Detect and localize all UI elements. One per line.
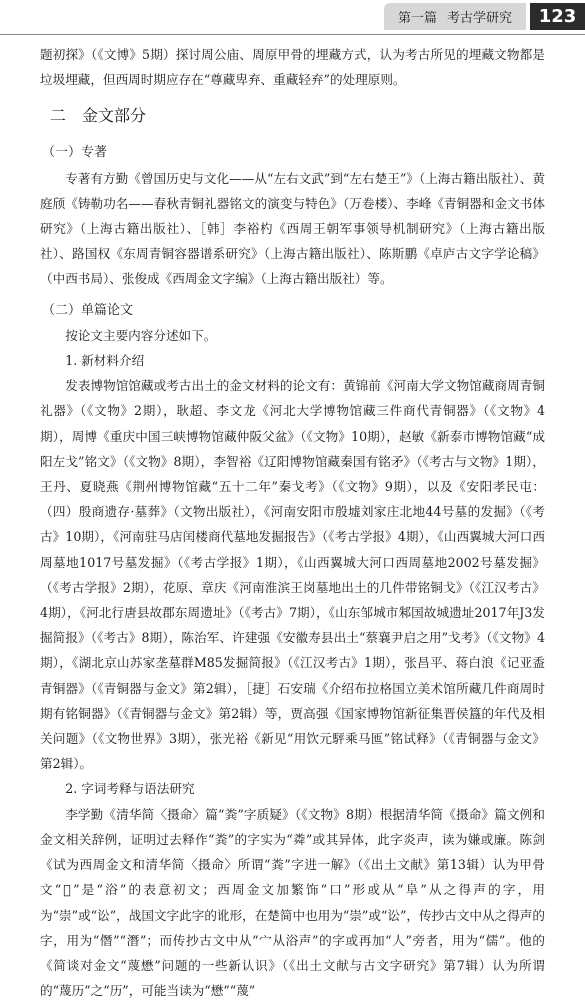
page-header	[0, 0, 585, 38]
monographs-paragraph: 专著有方勤《曾国历史与文化——从“左右文武”到“左右楚王”》（上海古籍出版社）、黄庭颀《铸勒功名——春秋青铜礼器铭文的演变与特色》（万卷楼）、李峰《青铜器和金文书体研究》（上海古籍出版社）、［韩］李裕杓《西周王朝军事领导机制研究》（上海古籍出版社）、路国权《东周青铜容器谱系研究》（上海古籍出版社）、陈斯鹏《卓庐古文字学论稿》（中西书局）、张俊成《西周金文字编》（上海古籍出版社）等。	[40, 170, 545, 287]
part-label: 第一篇	[397, 11, 437, 26]
running-header	[384, 3, 526, 30]
item-title-word-studies: 2. 字词考释与语法研究	[65, 781, 195, 797]
page-body	[40, 42, 545, 1003]
item-title-new-materials: 1. 新材料介绍	[65, 353, 145, 369]
word-studies-paragraph: 李学勤《清华简〈摄命〉篇“粪”字质疑》（《文物》8期）根据清华简《摄命》篇文例和金文相关辞例，证明过去释作“粪”的字实为“粦”或其异体，此字炎声，读为嫌或廉。陈剑《试为西周金文和清华简〈摄命〉所谓“粪”字进一解》（《出土文献》第13辑）认为甲骨文“𣲧”是“浴”的表意初文；西周金文加繁饰“口”形或从“阜”从之得声的字，用为“崇”或“讼”，战国文字此字的讹形，在楚简中也用为“崇”或“讼”，传抄古文中从之得声的字，用为“僭”“潛”；而传抄古文中从“宀从浴声”的字或再加“人”旁者，用为“儒”。他的《简谈对金文“蔑懋”问题的一些新认识》（《出土文献与古文字研究》第7辑）认为所谓的“蔑历”之“历”，可能当读为“懋”“蔑”	[40, 806, 545, 999]
section-title: 二 金文部分	[50, 106, 147, 126]
subsection-title-articles: （二）单篇论文	[42, 302, 134, 318]
articles-intro: 按论文主要内容分述如下。	[65, 327, 217, 343]
intro-paragraph: 题初探》（《文博》5期）探讨周公庙、周原甲骨的埋藏方式，认为考古所见的埋藏文物都是垃圾埋藏，但西周时期应存在“尊藏卑弃、重藏轻弃”的处理原则。	[40, 47, 545, 88]
chapter-title: 考古学研究	[447, 11, 513, 26]
page-number: 123	[530, 3, 585, 30]
subsection-title-monographs: （一）专著	[42, 145, 108, 161]
new-materials-paragraph: 发表博物馆馆藏或考古出土的金文材料的论文有：黄锦前《河南大学文物馆藏商周青铜礼器》（《文物》2期），耿超、李文龙《河北大学博物馆藏三件商代青铜器》（《文物》4期），周博《重庆中国三峡博物馆藏仲阪父盆》（《文物》10期），赵敏《新泰市博物馆藏“成阳左戈”铭文》（《文物》8期），李智裕《辽阳博物馆藏秦国有铭矛》（《考古与文物》1期），王丹、夏晓燕《荆州博物馆藏“五十二年”秦戈考》（《文物》9期），以及《安阳孝民屯：（四）殷商遗存·墓葬》（文物出版社），《河南安阳市殷墟刘家庄北地44号墓的发掘》（《考古》10期），《河南驻马店闰楼商代墓地发掘报告》（《考古学报》4期），《山西翼城大河口西周墓地1017号墓发掘》（《考古学报》1期），《山西翼城大河口西周墓地2002号墓发掘》（《考古学报》2期），花原、章庆《河南淮滨王岗墓地出土的几件带铭铜戈》（《江汉考古》4期），《河北行唐县故郡东周遗址》（《考古》7期），《山东邹城市邾国故城遗址2017年J3发掘简报》（《考古》8期），陈治军、许建强《安徽寿县出土“蔡襄尹启之用”戈考》（《文物》4期），《湖北京山苏家垄墓群M85发掘简报》（《江汉考古》1期），张昌平、蒋白浪《记亚盉青铜器》（《青铜器与金文》第2辑），［捷］石安瑞《介绍布拉格国立美术馆所藏几件商周时期有铭铜器》（《青铜器与金文》第2辑）等，贾高强《国家博物馆新征集晋侯簋的年代及相关问题》（《文物世界》3期），张光裕《新见“用饮元駍乘马匜”铭试释》（《青铜器与金文》第2辑）。	[40, 378, 545, 772]
header-rule	[0, 34, 585, 35]
